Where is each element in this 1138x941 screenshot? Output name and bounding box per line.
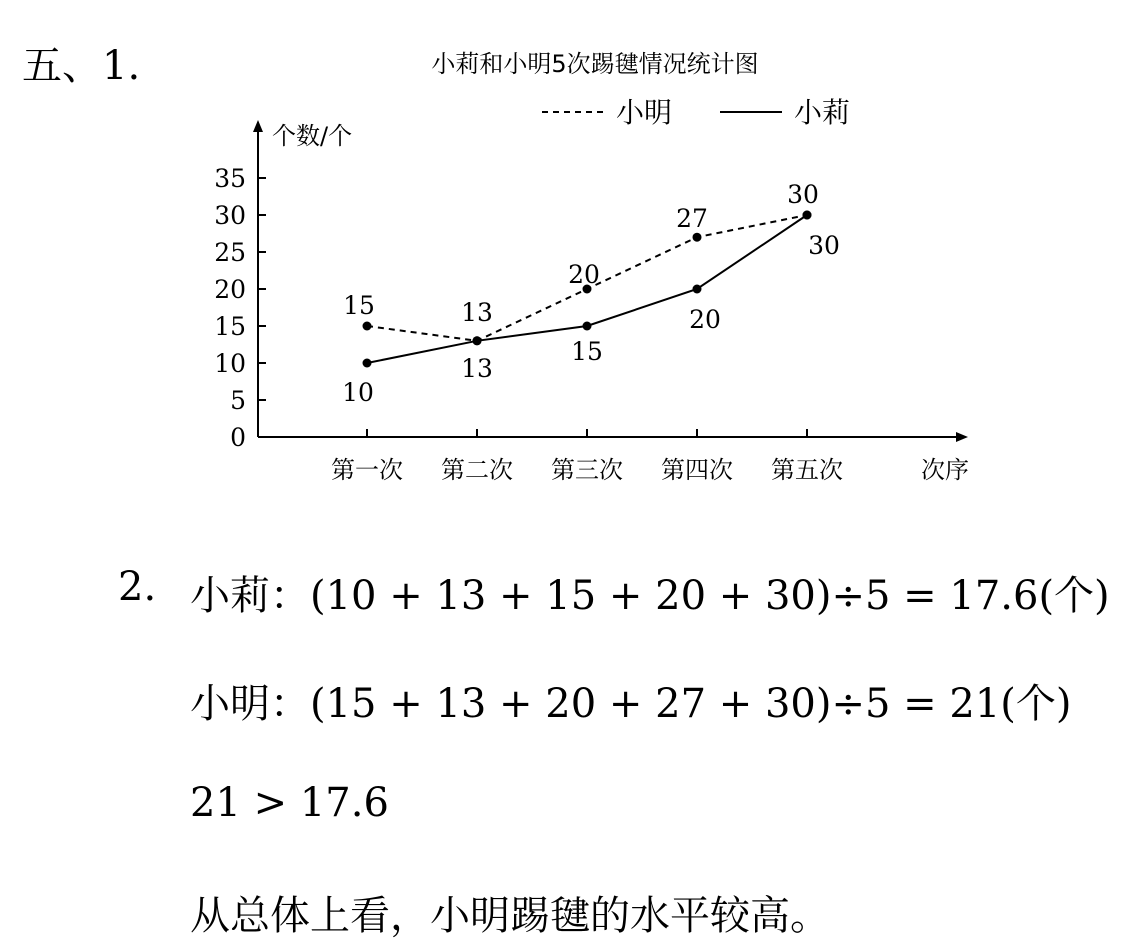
data-point-小莉 bbox=[693, 285, 702, 294]
x-tick-label: 第一次 bbox=[331, 456, 403, 484]
y-axis-label: 个数/个 bbox=[272, 122, 353, 150]
legend-label-0: 小明 bbox=[616, 96, 673, 129]
data-label-小莉: 20 bbox=[689, 305, 721, 334]
data-label-小明: 13 bbox=[461, 297, 493, 327]
x-axis-label: 次序 bbox=[921, 456, 969, 484]
y-tick-label: 30 bbox=[214, 201, 246, 230]
section-label: 五、1. bbox=[22, 43, 141, 89]
answer-line-xiaoming: 小明：(15 + 13 + 20 + 27 + 30)÷5 = 21(个) bbox=[190, 681, 1072, 727]
x-axis-arrow bbox=[956, 432, 968, 442]
answer-number: 2. bbox=[118, 564, 157, 610]
data-label-小明: 27 bbox=[676, 204, 708, 234]
x-tick-label: 第二次 bbox=[441, 456, 513, 484]
y-tick-label: 5 bbox=[230, 386, 246, 415]
data-label-小莉: 10 bbox=[342, 378, 374, 407]
data-label-小莉: 13 bbox=[461, 353, 493, 383]
data-point-小莉 bbox=[363, 359, 372, 368]
y-tick-label: 20 bbox=[214, 275, 246, 304]
y-axis-arrow bbox=[253, 120, 263, 132]
answer-conclusion: 从总体上看，小明踢毽的水平较高。 bbox=[190, 893, 830, 939]
data-point-小明 bbox=[693, 233, 702, 242]
data-label-小明: 15 bbox=[343, 291, 375, 320]
data-label-小莉: 30 bbox=[808, 231, 840, 260]
data-label-小明: 20 bbox=[568, 260, 600, 289]
y-tick-label: 0 bbox=[230, 423, 246, 452]
data-label-小莉: 15 bbox=[571, 337, 603, 366]
answer-comparison: 21 > 17.6 bbox=[190, 780, 389, 826]
data-point-小莉 bbox=[583, 322, 592, 331]
data-point-小莉 bbox=[473, 336, 482, 345]
data-label-小明: 30 bbox=[787, 180, 819, 209]
x-tick-label: 第四次 bbox=[661, 456, 733, 484]
x-tick-label: 第三次 bbox=[551, 456, 623, 484]
data-point-小莉 bbox=[803, 211, 812, 220]
answer-line-xiaoli: 小莉：(10 + 13 + 15 + 20 + 30)÷5 = 17.6(个) bbox=[190, 573, 1110, 619]
y-tick-label: 35 bbox=[214, 164, 246, 193]
chart-title: 小莉和小明5次踢毽情况统计图 bbox=[431, 50, 759, 78]
legend-label-1: 小莉 bbox=[794, 96, 851, 129]
y-tick-label: 25 bbox=[214, 238, 246, 267]
y-tick-label: 10 bbox=[214, 349, 246, 378]
data-point-小明 bbox=[363, 322, 372, 331]
y-tick-label: 15 bbox=[214, 312, 246, 341]
x-tick-label: 第五次 bbox=[771, 456, 843, 484]
